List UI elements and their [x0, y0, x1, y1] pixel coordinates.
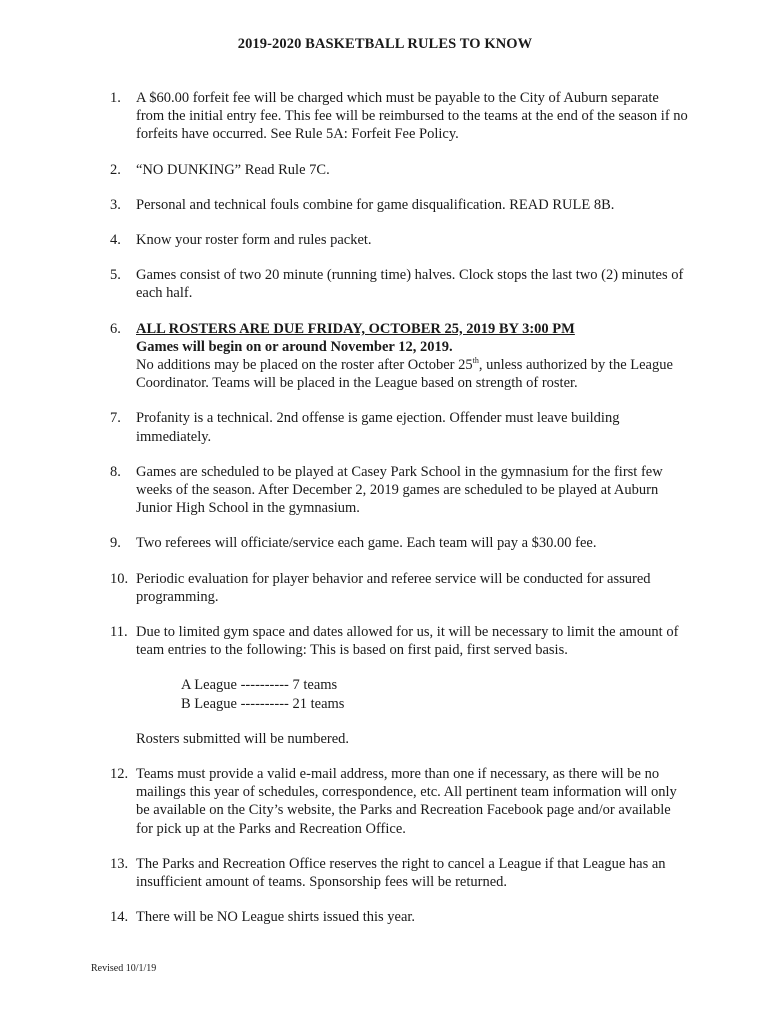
rule-text: Profanity is a technical. 2nd offense is game ejection. Offender must leave building immediately.	[136, 410, 620, 445]
rosters-note: Rosters submitted will be numbered.	[136, 730, 350, 747]
rule-text: Periodic evaluation for player behavior and referee service will be conducted for assured programming.	[136, 570, 651, 605]
rule-text: Due to limited gym space and dates allowed for us, it will be necessary to limit the amount of team entries to the following: This is based on first paid, first served basis.	[136, 624, 679, 659]
page-title: 2019-2020 BASKETBALL RULES TO KNOW	[237, 36, 533, 52]
rule-text: “NO DUNKING” Read Rule 7C.	[136, 161, 330, 178]
rule-number: 5.	[110, 267, 121, 284]
rule-number: 8.	[110, 463, 121, 480]
rule-text: Teams must provide a valid e-mail address, more than one if necessary, as there will be no mailings this year of schedules, correspondence, etc. All pertinent team information will only be available on the City’s website, the Parks and Recreation Facebook page and/or available for pick up at the Parks and Recreation Office.	[136, 766, 677, 837]
league-b-limit: B League ---------- 21 teams	[181, 695, 345, 712]
rule-number: 4.	[110, 232, 121, 249]
rule-text: Games are scheduled to be played at Casey Park School in the gymnasium for the first few weeks of the season. After December 2, 2019 games are scheduled to be played at Auburn Junior High School in the gymnasium.	[136, 463, 663, 517]
rule-text: , unless authorized by the League Coordinator. Teams will be placed in the League based on strength of roster.	[136, 357, 673, 392]
rule-1	[110, 89, 690, 144]
rule-number: 12.	[110, 766, 129, 783]
rule-number: 6.	[110, 320, 121, 337]
league-a-limit: A League ---------- 7 teams	[181, 677, 338, 694]
rule-number: 7.	[110, 410, 121, 427]
rule-text: A $60.00 forfeit fee will be charged which must be payable to the City of Auburn separate from the initial entry fee. This fee will be reimbursed to the teams at the end of the season if no forfeits have occurred. See Rule 5A: Forfeit Fee Policy.	[136, 90, 688, 143]
rule-2	[110, 161, 690, 179]
rule-text: Games consist of two 20 minute (running time) halves. Clock stops the last two (2) minutes of each half.	[136, 267, 684, 302]
rule-8	[110, 463, 690, 518]
rule-6	[110, 320, 690, 393]
rule-7	[110, 409, 690, 445]
rule-number: 2.	[110, 161, 121, 178]
rule-number: 9.	[110, 535, 121, 552]
rule-12	[110, 765, 690, 838]
rule-9	[110, 534, 690, 552]
rule-number: 13.	[110, 855, 129, 872]
rule-number: 3.	[110, 196, 121, 213]
rule-text: Two referees will officiate/service each game. Each team will pay a $30.00 fee.	[136, 535, 597, 552]
rule-number: 14.	[110, 909, 129, 926]
rule-10	[110, 570, 690, 606]
rule-13	[110, 855, 690, 891]
rule-text: Know your roster form and rules packet.	[136, 232, 372, 249]
rule-14	[110, 908, 690, 926]
league-limits	[136, 676, 690, 712]
rule-number: 11.	[110, 624, 128, 641]
rule-text: Personal and technical fouls combine for game disqualification. READ RULE 8B.	[136, 196, 615, 213]
rule-text: The Parks and Recreation Office reserves the right to cancel a League if that League has an insufficient amount of teams. Sponsorship fees will be returned.	[136, 855, 666, 891]
rules-list	[110, 89, 690, 944]
rule-11	[110, 623, 690, 748]
roster-deadline: ALL ROSTERS ARE DUE FRIDAY, OCTOBER 25, 2019 BY 3:00 PM	[136, 320, 575, 337]
revision-footer: Revised 10/1/19	[91, 963, 157, 974]
rule-text: There will be NO League shirts issued this year.	[136, 909, 416, 926]
rule-text: No additions may be placed on the roster after October 25	[136, 357, 473, 374]
rule-5	[110, 266, 690, 302]
rule-number: 1.	[110, 90, 121, 106]
rule-4	[110, 231, 690, 249]
roster-additions-note	[136, 356, 690, 392]
ordinal-suffix: th	[472, 356, 479, 366]
rule-number: 10.	[110, 570, 129, 587]
season-start: Games will begin on or around November 12, 2019.	[136, 338, 453, 355]
rule-3	[110, 196, 690, 214]
